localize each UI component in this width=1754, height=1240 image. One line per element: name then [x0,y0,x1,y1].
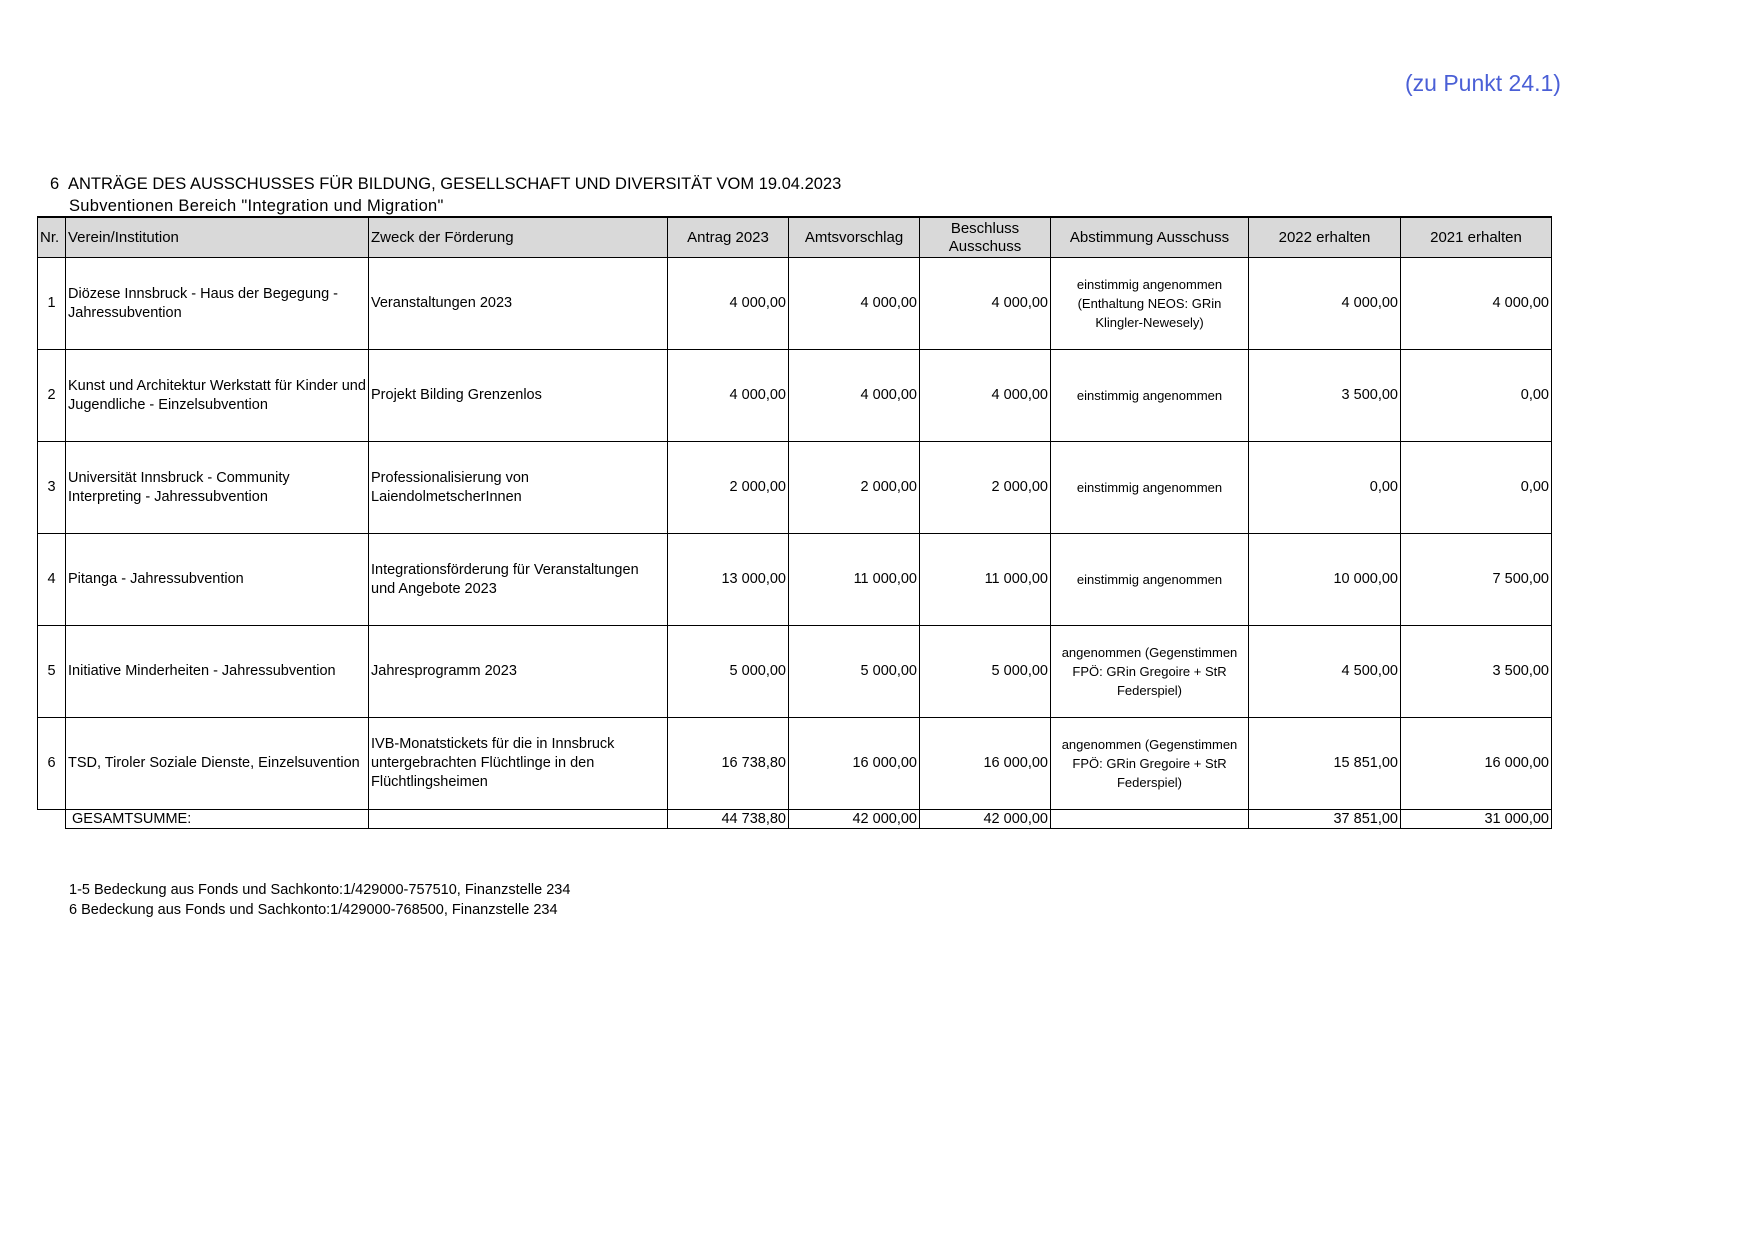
cell-antrag: 4 000,00 [668,258,789,350]
cell-verein: TSD, Tiroler Soziale Dienste, Einzelsuvention [66,718,369,810]
table-row [38,350,1552,442]
cell-abstimmung: einstimmig angenommen [1051,350,1249,442]
cell-abstimmung: einstimmig angenommen [1051,534,1249,626]
col-header-2022: 2022 erhalten [1249,217,1401,258]
cell-2022: 0,00 [1249,442,1401,534]
cell-amtsvorschlag: 4 000,00 [789,258,920,350]
section-number: 6 [50,175,60,193]
total-label: GESAMTSUMME: [66,810,369,829]
total-antrag: 44 738,80 [668,810,789,829]
table-row [38,442,1552,534]
cell-beschluss: 16 000,00 [920,718,1051,810]
table-row [38,258,1552,350]
cell-zweck: Integrationsförderung für Veranstaltungen und Angebote 2023 [369,534,668,626]
agenda-reference: (zu Punkt 24.1) [1405,70,1561,96]
cell-beschluss: 4 000,00 [920,258,1051,350]
cell-amtsvorschlag: 16 000,00 [789,718,920,810]
cell-beschluss: 5 000,00 [920,626,1051,718]
col-header-verein: Verein/Institution [66,217,369,258]
cell-2021: 3 500,00 [1401,626,1552,718]
total-beschluss: 42 000,00 [920,810,1051,829]
total-row [38,810,1552,829]
col-header-2021: 2021 erhalten [1401,217,1552,258]
cell-abstimmung: einstimmig angenommen (Enthaltung NEOS: GRin Klingler-Newesely) [1051,258,1249,350]
cell-nr: 3 [38,442,66,534]
cell-nr: 6 [38,718,66,810]
col-header-zweck: Zweck der Förderung [369,217,668,258]
cell-nr: 4 [38,534,66,626]
total-2022: 37 851,00 [1249,810,1401,829]
col-header-nr: Nr. [38,217,66,258]
cell-2021: 16 000,00 [1401,718,1552,810]
col-header-abstimmung: Abstimmung Ausschuss [1051,217,1249,258]
footnotes [69,880,570,920]
cell-antrag: 2 000,00 [668,442,789,534]
total-blank-cell [38,810,66,829]
cell-zweck: Professionalisierung von LaiendolmetscherInnen [369,442,668,534]
table-row [38,626,1552,718]
cell-beschluss: 2 000,00 [920,442,1051,534]
cell-zweck: IVB-Monatstickets für die in Innsbruck untergebrachten Flüchtlinge in den Flüchtlingsheimen [369,718,668,810]
cell-amtsvorschlag: 11 000,00 [789,534,920,626]
cell-antrag: 13 000,00 [668,534,789,626]
col-header-amtsvorschlag: Amtsvorschlag [789,217,920,258]
table-row [38,718,1552,810]
section-heading [50,174,841,194]
cell-antrag: 4 000,00 [668,350,789,442]
cell-zweck: Projekt Bilding Grenzenlos [369,350,668,442]
cell-2022: 15 851,00 [1249,718,1401,810]
cell-beschluss: 4 000,00 [920,350,1051,442]
cell-nr: 1 [38,258,66,350]
cell-2022: 10 000,00 [1249,534,1401,626]
cell-nr: 2 [38,350,66,442]
section-subtitle: Subventionen Bereich "Integration und Migration" [69,197,444,215]
cell-antrag: 16 738,80 [668,718,789,810]
cell-2022: 3 500,00 [1249,350,1401,442]
total-2021: 31 000,00 [1401,810,1552,829]
footnote: 6 Bedeckung aus Fonds und Sachkonto:1/429000-768500, Finanzstelle 234 [69,902,558,918]
cell-2022: 4 000,00 [1249,258,1401,350]
cell-verein: Universität Innsbruck - Community Interpreting - Jahressubvention [66,442,369,534]
grants-table [37,216,1552,829]
cell-2021: 0,00 [1401,350,1552,442]
cell-nr: 5 [38,626,66,718]
cell-2021: 0,00 [1401,442,1552,534]
cell-zweck: Jahresprogramm 2023 [369,626,668,718]
table-header-row [38,217,1552,258]
cell-zweck: Veranstaltungen 2023 [369,258,668,350]
cell-abstimmung: angenommen (Gegenstimmen FPÖ: GRin Gregoire + StR Federspiel) [1051,626,1249,718]
col-header-beschluss: Beschluss Ausschuss [920,217,1051,258]
cell-verein: Pitanga - Jahressubvention [66,534,369,626]
section-title: ANTRÄGE DES AUSSCHUSSES FÜR BILDUNG, GESELLSCHAFT UND DIVERSITÄT VOM 19.04.2023 [68,175,842,193]
cell-abstimmung: angenommen (Gegenstimmen FPÖ: GRin Gregoire + StR Federspiel) [1051,718,1249,810]
cell-amtsvorschlag: 2 000,00 [789,442,920,534]
cell-2021: 7 500,00 [1401,534,1552,626]
footnote: 1-5 Bedeckung aus Fonds und Sachkonto:1/429000-757510, Finanzstelle 234 [69,882,571,898]
col-header-antrag: Antrag 2023 [668,217,789,258]
cell-2021: 4 000,00 [1401,258,1552,350]
table-row [38,534,1552,626]
cell-verein: Diözese Innsbruck - Haus der Begegung - Jahressubvention [66,258,369,350]
cell-antrag: 5 000,00 [668,626,789,718]
cell-amtsvorschlag: 4 000,00 [789,350,920,442]
cell-verein: Kunst und Architektur Werkstatt für Kinder und Jugendliche - Einzelsubvention [66,350,369,442]
cell-2022: 4 500,00 [1249,626,1401,718]
cell-beschluss: 11 000,00 [920,534,1051,626]
cell-abstimmung: einstimmig angenommen [1051,442,1249,534]
total-amtsvorschlag: 42 000,00 [789,810,920,829]
total-abstimmung-cell [1051,810,1249,829]
cell-verein: Initiative Minderheiten - Jahressubvention [66,626,369,718]
cell-amtsvorschlag: 5 000,00 [789,626,920,718]
total-zweck-cell [369,810,668,829]
